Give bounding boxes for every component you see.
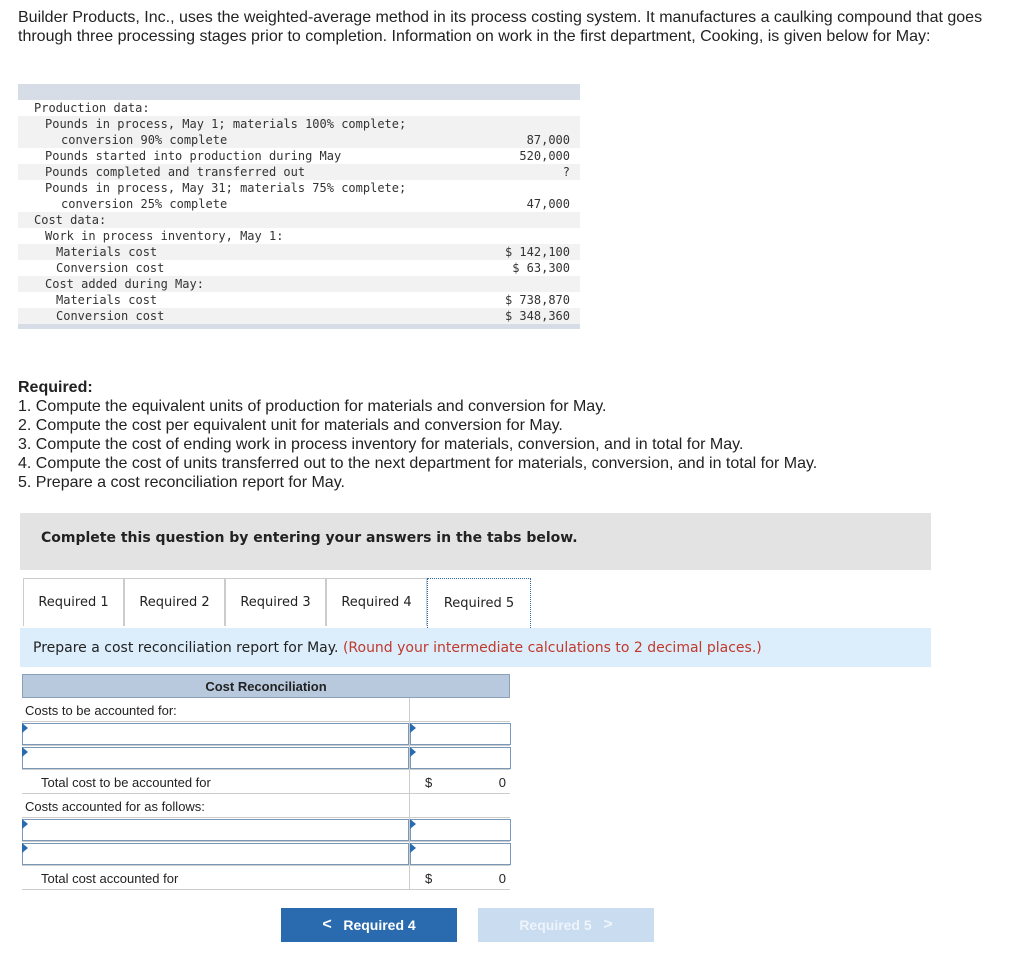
instructions-banner [20, 513, 931, 570]
table-row [22, 770, 510, 794]
table-row: Materials cost $ 142,100 [18, 244, 580, 260]
next-required-button[interactable] [478, 908, 654, 942]
table-row: conversion 25% complete 47,000 [61, 197, 570, 211]
cost-item-amount-input[interactable] [410, 723, 511, 745]
input-flag-icon [22, 723, 28, 733]
chevron-left-icon: < [322, 916, 332, 933]
previous-required-button[interactable] [281, 908, 457, 942]
table-row: Pounds in process, May 1; materials 100% complete; [18, 116, 580, 132]
table-row: Materials cost $ 738,870 [56, 293, 570, 307]
tab-required-4[interactable]: Required 4 [326, 578, 427, 626]
cost-item-label-input[interactable] [22, 723, 409, 745]
cost-reconciliation-table [22, 674, 510, 890]
chevron-right-icon: > [603, 916, 613, 933]
input-flag-icon [410, 843, 416, 853]
tab-required-5[interactable]: Required 5 [427, 578, 531, 628]
table-row: Conversion cost $ 348,360 [18, 308, 580, 324]
costs-to-account-label: Costs to be accounted for: [25, 703, 177, 718]
table-row [22, 746, 510, 770]
required-item: 5. Prepare a cost reconciliation report for May. [18, 474, 345, 491]
banner-text: Complete this question by entering your answers in the tabs below. [41, 530, 578, 546]
table-row [22, 722, 510, 746]
cost-item-label-input[interactable] [22, 747, 409, 769]
currency-symbol: $ [425, 775, 433, 790]
table-title: Cost Reconciliation [22, 674, 510, 698]
table-row [22, 794, 510, 818]
prompt-note: (Round your intermediate calculations to 2 decimal places.) [342, 640, 762, 656]
input-flag-icon [22, 843, 28, 853]
cost-item-amount-input[interactable] [410, 843, 511, 865]
total-accounted-label: Total cost accounted for [41, 871, 179, 886]
currency-symbol: $ [425, 871, 433, 886]
input-flag-icon [22, 819, 28, 829]
next-button-label: Required 5 [519, 917, 592, 933]
required-item: 1. Compute the equivalent units of production for materials and conversion for May. [18, 398, 607, 415]
table-row: Conversion cost $ 63,300 [56, 261, 570, 275]
table-row [22, 698, 510, 722]
table-row: conversion 90% complete 87,000 [18, 132, 580, 148]
total-to-account-value: 0 [498, 775, 506, 790]
accounted-as-follows-label: Costs accounted for as follows: [25, 799, 205, 814]
table-row: Production data: [34, 101, 150, 115]
problem-intro: Builder Products, Inc., uses the weighted-average method in its process costing system. It manufactures a caulking compound that goes through three processing stages prior to completion. Information on work in the first department, Cooking, is given below for May: [18, 9, 983, 45]
production-data-table [18, 84, 580, 329]
required-heading: Required: [18, 379, 93, 396]
table-row: Pounds completed and transferred out ? [18, 164, 580, 180]
table-row [22, 866, 510, 890]
cost-item-amount-input[interactable] [410, 819, 511, 841]
table-row: Pounds started into production during May 520,000 [45, 149, 570, 163]
table-row: Cost data: [18, 212, 580, 228]
table-row: Cost added during May: [18, 276, 580, 292]
tab-required-1[interactable]: Required 1 [23, 578, 124, 626]
total-accounted-value: 0 [498, 871, 506, 886]
required-item: 3. Compute the cost of ending work in process inventory for materials, conversion, and in total for May. [18, 436, 744, 453]
input-flag-icon [410, 819, 416, 829]
table-row: Pounds in process, May 31; materials 75% complete; [45, 181, 407, 195]
table-row [22, 842, 510, 866]
prompt-bar [20, 628, 931, 667]
input-flag-icon [410, 723, 416, 733]
table-row: Work in process inventory, May 1: [45, 229, 284, 243]
input-flag-icon [22, 747, 28, 757]
required-item: 2. Compute the cost per equivalent unit for materials and conversion for May. [18, 417, 563, 434]
required-section [18, 378, 1008, 492]
cost-item-amount-input[interactable] [410, 747, 511, 769]
tab-required-3[interactable]: Required 3 [225, 578, 326, 626]
input-flag-icon [410, 747, 416, 757]
tab-required-2[interactable]: Required 2 [124, 578, 225, 626]
previous-button-label: Required 4 [343, 917, 416, 933]
table-row [22, 818, 510, 842]
required-item: 4. Compute the cost of units transferred out to the next department for materials, conversion, and in total for May. [18, 455, 818, 472]
total-to-account-label: Total cost to be accounted for [41, 775, 211, 790]
cost-item-label-input[interactable] [22, 819, 409, 841]
cost-item-label-input[interactable] [22, 843, 409, 865]
prompt-text: Prepare a cost reconciliation report for May. [33, 640, 339, 656]
